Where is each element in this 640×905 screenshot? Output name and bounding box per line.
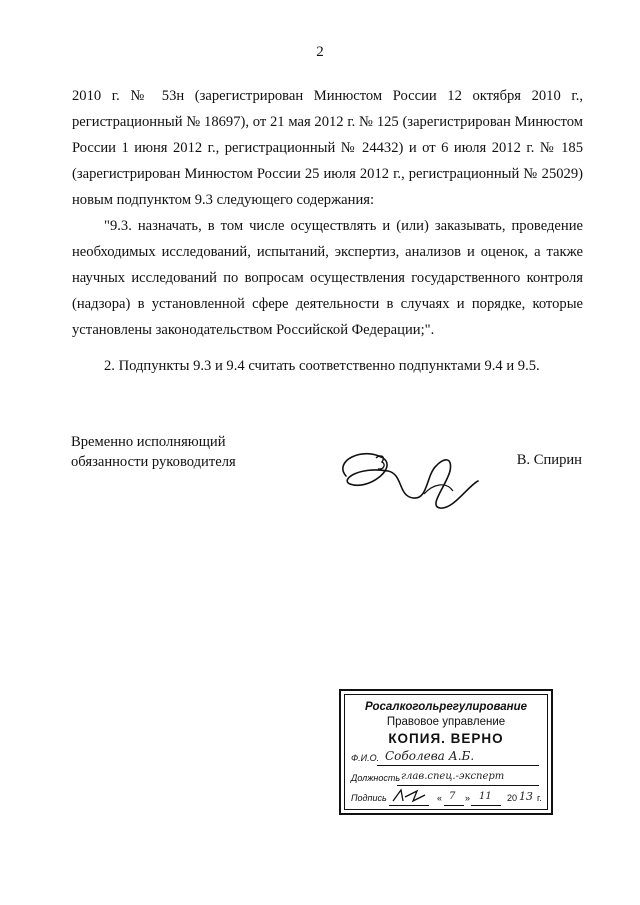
stamp-dept: Правовое управление [386,716,506,728]
stamp-title: КОПИЯ. ВЕРНО [388,731,504,746]
stamp-position-value: глав.спец.-эксперт [401,771,505,782]
signatory-name: В. Спирин [516,452,582,468]
paragraph-quoted-subpoint: "9.3. назначать, в том числе осуществлять и (или) заказывать, проведение необходимых исследований, испытаний, экспертиз, анализов и оценок, а также научных исследований по вопросам осуществления государственного контроля (надзора) в установленной сфере деятельности в случаях и порядке, которые установлены законодательством Российской Федерации;". [72,218,583,338]
stamp-date-day: 7 [449,791,456,802]
position-line-2: обязанности руководителя [71,454,236,470]
paragraph-renumbering: 2. Подпункты 9.3 и 9.4 считать соответственно подпунктами 9.4 и 9.5. [104,358,540,374]
stamp-signature [391,787,429,805]
document-body [72,83,583,379]
stamp-date-month: 11 [479,791,492,802]
certification-stamp: Росалкогольрегулирование Правовое управление КОПИЯ. ВЕРНО Ф.И.О. Соболева А.Б. Должность глав.спец.-эксперт Подпись « 7 » 11 20 13 г. [339,689,553,815]
stamp-position-label: Должность [351,773,401,783]
stamp-year-prefix: 20 [507,793,518,803]
stamp-org: Росалкогольрегулирование [364,701,528,713]
stamp-year-suffix: 13 [519,790,533,803]
page-number: 2 [316,44,324,60]
handwritten-signature [328,436,498,516]
signatory-position [71,432,236,472]
stamp-fio-label: Ф.И.О. [351,753,380,763]
stamp-sign-label: Подпись [351,793,387,803]
stamp-fio-value: Соболева А.Б. [385,749,475,763]
paragraph-continuation: 2010 г. № 53н (зарегистрирован Минюстом России 12 октября 2010 г., регистрационный № 18697), от 21 мая 2012 г. № 125 (зарегистрирован Минюстом России 1 июня 2012 г., регистрационный № 24432) и от 6 июля 2012 г. № 185 (зарегистрирован Минюстом России 25 июля 2012 г., регистрационный № 25029) новым подпунктом 9.3 следующего содержания: [72,88,583,208]
position-line-1: Временно исполняющий [71,434,226,450]
stamp-year-unit: г. [537,793,542,803]
